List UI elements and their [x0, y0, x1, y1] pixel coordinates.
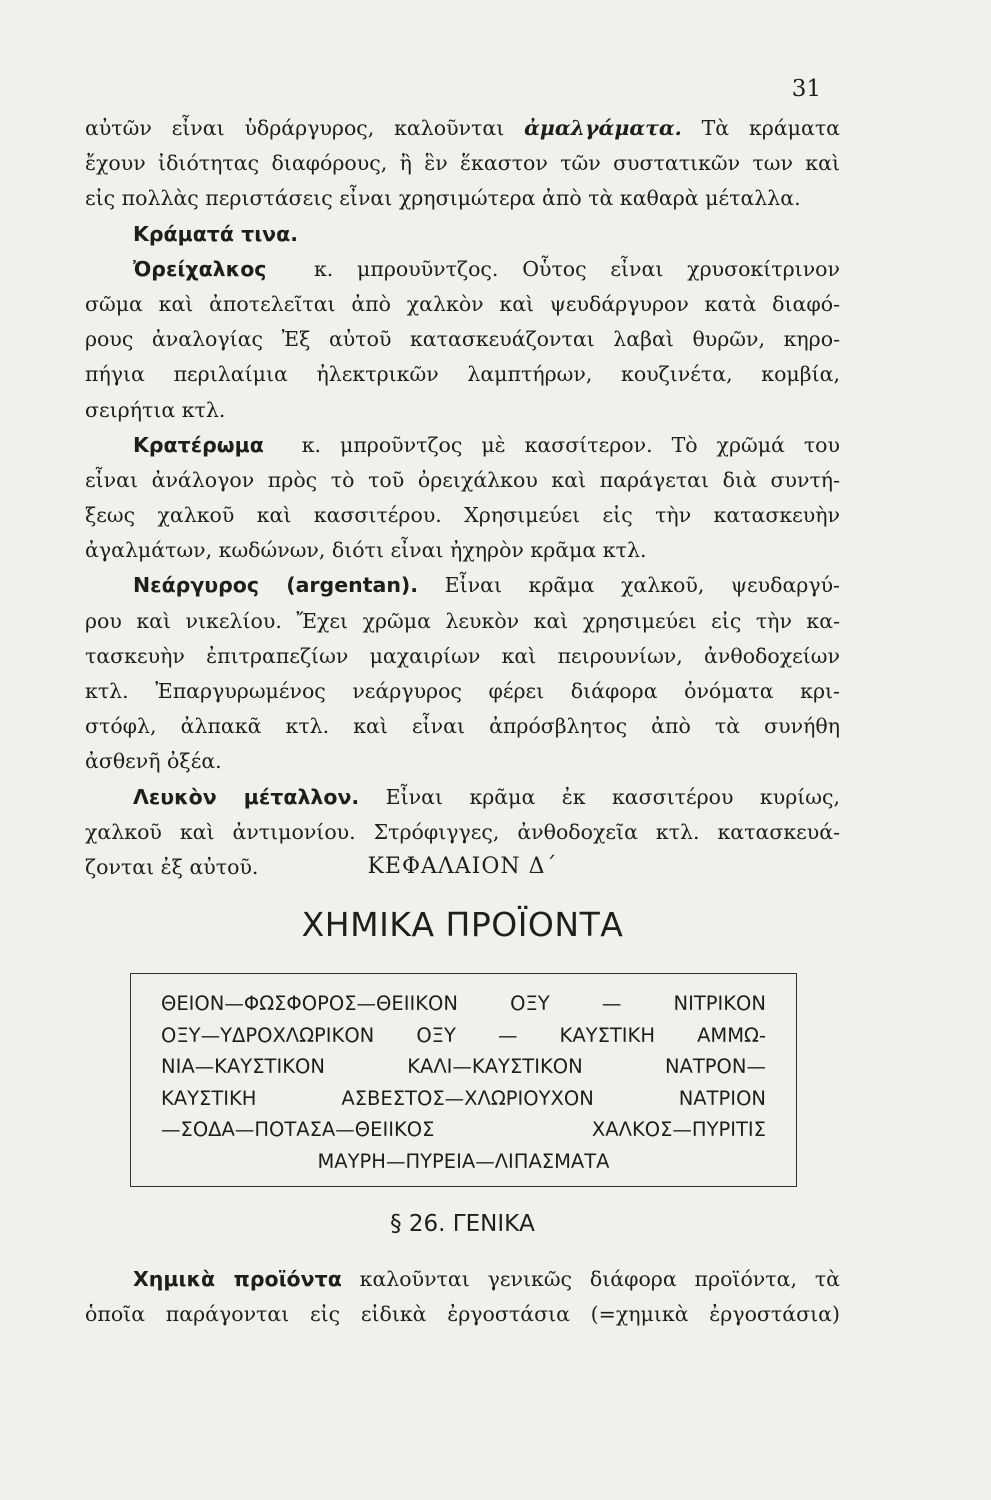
section-first-line — [85, 428, 840, 463]
contents-line: ΝΙΑ—ΚΑΥΣΤΙΚΟΝ ΚΑΛΙ—ΚΑΥΣΤΙΚΟΝ ΝΑΤΡΟΝ— — [161, 1055, 766, 1078]
chapter-title: ΧΗΜΙΚΑ ΠΡΟΪΟΝΤΑ — [301, 905, 624, 944]
section-line: ξεως χαλκοῦ καὶ κασσιτέρου. Χρησιμεύει εἰς τὴν κατασκευὴν — [85, 503, 840, 528]
text-span: αὐτῶν εἶναι ὑδράργυρος, καλοῦνται — [85, 116, 525, 140]
section-first-line — [85, 568, 840, 603]
paragraph-line — [85, 1262, 840, 1297]
chapter-contents-box — [130, 973, 797, 1187]
section-line: κτλ. Ἐπαργυρωμένος νεάργυρος φέρει διάφορα ὀνόματα κρι- — [85, 679, 840, 703]
text-span: κ. μπροῦντζος μὲ κασσίτερον. Τὸ χρῶμά του — [301, 432, 840, 457]
paragraph-line: ὁποῖα παράγονται εἰς εἰδικὰ ἐργοστάσια (=χημικὰ ἐργοστάσια) — [85, 1302, 840, 1327]
text-span: καλοῦνται γενικῶς διάφορα προϊόντα, τὰ — [341, 1267, 840, 1291]
section-line: ζονται ἐξ αὐτοῦ. — [85, 854, 259, 879]
section-term: Λευκὸν μέταλλον. — [133, 784, 360, 809]
contents-line: ΜΑΥΡΗ—ΠΥΡΕΙΑ—ΛΙΠΑΣΜΑΤΑ — [317, 1149, 610, 1173]
contents-list — [161, 988, 766, 1177]
section-term: Κρατέρωμα — [133, 432, 264, 457]
contents-line: ΘΕΙΟΝ—ΦΩΣΦΟΡΟΣ—ΘΕΙΙΚΟΝ ΟΞΥ — ΝΙΤΡΙΚΟΝ — [161, 992, 766, 1015]
section-line: ρου καὶ νικελίου. Ἔχει χρῶμα λευκὸν καὶ χρησιμεύει εἰς τὴν κα- — [85, 608, 840, 633]
section-line: ἀγαλμάτων, κωδώνων, διότι εἶναι ἠχηρὸν κρᾶμα κτλ. — [85, 538, 647, 563]
section-line: πήγια περιλαίμια ἠλεκτρικῶν λαμπτήρων, κουζινέτα, κομβία, — [85, 362, 840, 387]
section-line: σῶμα καὶ ἀποτελεῖται ἀπὸ χαλκὸν καὶ ψευδάργυρον κατὰ διαφό- — [85, 291, 840, 316]
general-text-block — [85, 1262, 840, 1332]
page-number: 31 — [791, 76, 821, 102]
section-term: Νεάργυρος (argentan). — [133, 573, 419, 598]
section-first-line — [85, 780, 840, 815]
text-span: Εἶναι κρᾶμα ἐκ κασσιτέρου κυρίως, — [385, 784, 840, 809]
contents-line: ΟΞΥ—ΥΔΡΟΧΛΩΡΙΚΟΝ ΟΞΥ — ΚΑΥΣΤΙΚΗ ΑΜΜΩ- — [161, 1023, 766, 1047]
chapter-label: ΚΕΦΑΛΑΙΟΝ Δ΄ — [367, 854, 558, 879]
contents-line: ΚΑΥΣΤΙΚΗ ΑΣΒΕΣΤΟΣ—ΧΛΩΡΙΟΥΧΟΝ ΝΑΤΡΙΟΝ — [161, 1086, 766, 1110]
section-first-line — [85, 252, 840, 287]
paragraph-line: εἰς πολλὰς περιστάσεις εἶναι χρησιμώτερα ἀπὸ τὰ καθαρὰ μέταλλα. — [85, 186, 801, 211]
section-term: Ὀρείχαλκος — [133, 256, 267, 281]
section-heading: § 26. ΓΕΝΙΚΑ — [390, 1211, 535, 1237]
section-line: σειρήτια κτλ. — [85, 397, 226, 422]
text-span: κ. μπρουῦντζος. Οὗτος εἶναι χρυσοκίτρινον — [313, 256, 840, 281]
heading-text: Κράματά τινα. — [133, 221, 299, 246]
section-line: ρους ἀναλογίας Ἐξ αὐτοῦ κατασκευάζονται λαβαὶ θυρῶν, κηρο- — [85, 327, 840, 352]
emphasized-term: ἀμαλγάματα. — [524, 116, 682, 140]
alloys-heading — [85, 217, 840, 252]
contents-line: —ΣΟΔΑ—ΠΟΤΑΣΑ—ΘΕΙΙΚΟΣ ΧΑΛΚΟΣ—ΠΥΡΙΤΙΣ — [161, 1118, 766, 1141]
section-line: τασκευὴν ἐπιτραπεζίων μαχαιρίων καὶ πειρουνίων, ἀνθοδοχείων — [85, 643, 840, 668]
paragraph-line — [85, 111, 840, 146]
section-line: ἀσθενῆ ὀξέα. — [85, 749, 222, 774]
text-span: Τὰ κράματα — [681, 116, 840, 140]
text-span: Εἶναι κρᾶμα χαλκοῦ, ψευδαργύ- — [444, 573, 840, 598]
section-term: Χημικὰ προϊόντα — [133, 1267, 342, 1291]
alloys-text-block — [85, 111, 840, 885]
section-line: στόφλ, ἀλπακᾶ κτλ. καὶ εἶναι ἀπρόσβλητος ἀπὸ τὰ συνήθη — [85, 714, 840, 739]
section-line: εἶναι ἀνάλογον πρὸς τὸ τοῦ ὀρειχάλκου καὶ παράγεται διὰ συντή- — [85, 467, 840, 492]
section-line: χαλκοῦ καὶ ἀντιμονίου. Στρόφιγγες, ἀνθοδοχεῖα κτλ. κατασκευά- — [85, 819, 840, 844]
paragraph-line: ἔχουν ἰδιότητας διαφόρους, ἢ ἓν ἕκαστον τῶν συστατικῶν των καὶ — [85, 151, 840, 176]
